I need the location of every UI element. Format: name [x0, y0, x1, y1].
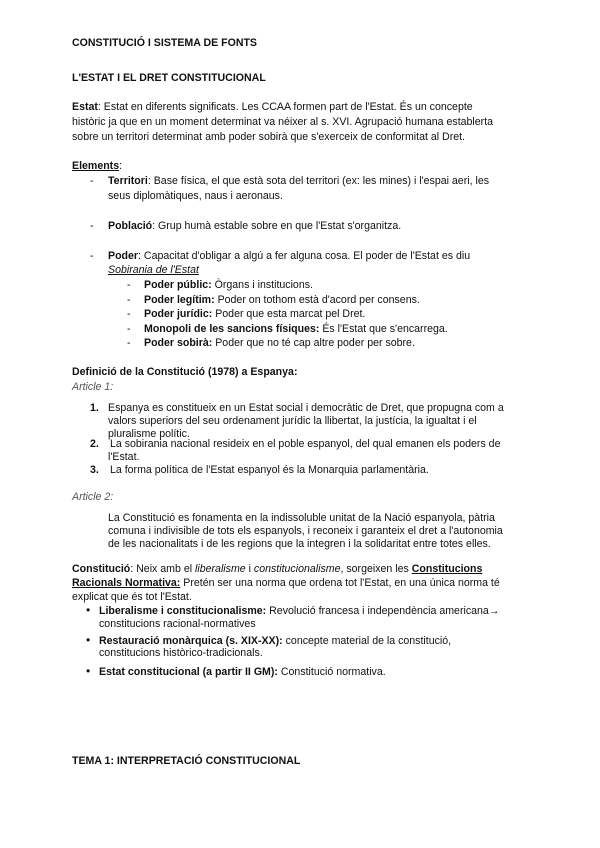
- constitucio-line-1: [72, 563, 482, 576]
- dash-mark: -: [127, 279, 131, 291]
- poblacio-term: Població: [108, 220, 153, 232]
- section-heading: L'ESTAT I EL DRET CONSTITUCIONAL: [72, 72, 266, 84]
- estat-line-2: històric ja que en un moment determinat va néixer al s. XVI. Agrupació humana establerta: [72, 116, 494, 128]
- subitem-term: Poder legítim:: [144, 294, 215, 306]
- poblacio-line: [108, 220, 401, 233]
- territori-text: : Base física, el que està sota del territori (ex: les mines) i l'espai aeri, les: [147, 175, 490, 187]
- document-title: CONSTITUCIÓ I SISTEMA DE FONTS: [72, 37, 258, 49]
- racionals-term: Racionals Normativa:: [72, 577, 181, 589]
- territori-line-1: [108, 175, 489, 188]
- dash-mark: -: [127, 294, 131, 306]
- article1-item-line: valors superiors del seu ordenament jurídic la llibertat, la justícia, la igualtat i el: [108, 415, 477, 427]
- territori-line-2: seus diplomàtiques, naus i aeronaus.: [108, 190, 283, 202]
- constitucio-text: : Neix amb el: [130, 563, 196, 575]
- constitucio-bullet-line: constitucions racional-normatives: [99, 618, 256, 630]
- bullet-mark: •: [86, 633, 91, 647]
- article1-item-line: l'Estat.: [108, 451, 140, 463]
- constitucions-term: Constitucions: [411, 563, 483, 575]
- bullet-mark: •: [86, 664, 91, 678]
- dash-mark: -: [90, 220, 94, 232]
- poder-term: Poder: [108, 250, 139, 262]
- poder-subitem: [144, 294, 420, 307]
- poder-subitem: [144, 279, 313, 292]
- poder-subitem: [144, 323, 448, 336]
- article1-item-line: Espanya es constitueix en un Estat social i democràtic de Dret, que propugna com a: [108, 402, 504, 414]
- elements-heading-text: Elements: [72, 160, 120, 172]
- article1-item-line: La forma política de l'Estat espanyol és la Monarquia parlamentària.: [110, 464, 429, 476]
- subitem-text: Poder que no té cap altre poder per sobre.: [212, 337, 415, 349]
- bullet-term: Restauració monàrquica (s. XIX-XX):: [99, 635, 283, 647]
- elements-heading-colon: :: [119, 160, 123, 172]
- article1-item-number: 2.: [90, 438, 99, 450]
- article1-item-number: 3.: [90, 464, 99, 476]
- article2-line: La Constitució es fonamenta en la indissoluble unitat de la Nació espanyola, pàtria: [108, 512, 495, 524]
- elements-heading: [72, 160, 122, 173]
- definicio-heading: Definició de la Constitució (1978) a Espanya:: [72, 366, 298, 378]
- estat-term: Estat: [72, 101, 98, 113]
- subitem-term: Poder públic:: [144, 279, 212, 291]
- article1-item-line: pluralisme polític.: [108, 428, 190, 440]
- article2-label: Article 2:: [72, 491, 114, 503]
- estat-line-3: sobre un territori determinat amb poder sobirà que s'exerceix de conformitat al Dret.: [72, 131, 465, 143]
- estat-text-1: : Estat en diferents significats. Les CCAA formen part de l'Estat. És un concepte: [97, 101, 473, 113]
- subitem-term: Poder sobirà:: [144, 337, 213, 349]
- constitucio-term: Constitució: [72, 563, 131, 575]
- bullet-mark: •: [86, 603, 91, 617]
- bullet-term: Liberalisme i constitucionalisme:: [99, 605, 267, 617]
- bullet-text: Constitució normativa.: [277, 666, 386, 678]
- constitucio-bullet-line: constitucions històrico-tradicionals.: [99, 647, 263, 659]
- dash-mark: -: [127, 323, 131, 335]
- dash-mark: -: [127, 308, 131, 320]
- bullet-text: Revolució francesa i independència americana→: [266, 605, 500, 617]
- subitem-text: Poder on tothom està d'acord per consens.: [214, 294, 420, 306]
- subitem-text: Poder que esta marcat pel Dret.: [212, 308, 366, 320]
- poder-text: : Capacitat d'obligar a algú a fer alguna cosa. El poder de l'Estat es diu: [138, 250, 471, 262]
- article1-item-line: La sobirania nacional resideix en el poble espanyol, del qual emanen els poders de: [110, 438, 501, 450]
- dash-mark: -: [90, 175, 94, 187]
- article1-item-number: 1.: [90, 402, 99, 414]
- subitem-term: Poder jurídic:: [144, 308, 213, 320]
- territori-term: Territori: [108, 175, 148, 187]
- subitem-term: Monopoli de les sancions físiques:: [144, 323, 320, 335]
- poblacio-text: : Grup humà estable sobre en que l'Estat s'organitza.: [152, 220, 402, 232]
- constitucio-text: , sorgeixen les: [340, 563, 412, 575]
- poder-subitem: [144, 337, 415, 350]
- article2-line: de les nacionalitats i de les regions que la integren i la solidaritat entre totes elles.: [108, 538, 491, 550]
- estat-line-1: [72, 101, 473, 114]
- constitucio-line-3: explicat que és tot l'Estat.: [72, 591, 192, 603]
- constitucio-italic: constitucionalisme: [253, 563, 341, 575]
- poder-line-1: [108, 250, 470, 263]
- subitem-text: Òrgans i institucions.: [211, 279, 313, 291]
- constitucio-text: Pretén ser una norma que ordena tot l'Estat, en una única norma té: [180, 577, 500, 589]
- article1-label: Article 1:: [72, 381, 114, 393]
- tema1-heading: TEMA 1: INTERPRETACIÓ CONSTITUCIONAL: [72, 755, 301, 767]
- constitucio-text: i: [245, 563, 254, 575]
- dash-mark: -: [127, 337, 131, 349]
- bullet-text: concepte material de la constitució,: [282, 635, 452, 647]
- constitucio-bullet-line: [99, 605, 499, 618]
- constitucio-italic: liberalisme: [195, 563, 246, 575]
- dash-mark: -: [90, 250, 94, 262]
- constitucio-bullet-line: [99, 666, 386, 679]
- poder-subitem: [144, 308, 365, 321]
- sobirania-link-text: Sobirania de l'Estat: [108, 264, 199, 276]
- bullet-term: Estat constitucional (a partir II GM):: [99, 666, 278, 678]
- article2-line: comuna i indivisible de tots els espanyols, i reconeix i garanteix el dret a l'autonomia: [108, 525, 503, 537]
- subitem-text: És l'Estat que s'encarrega.: [319, 323, 448, 335]
- constitucio-line-2: [72, 577, 500, 590]
